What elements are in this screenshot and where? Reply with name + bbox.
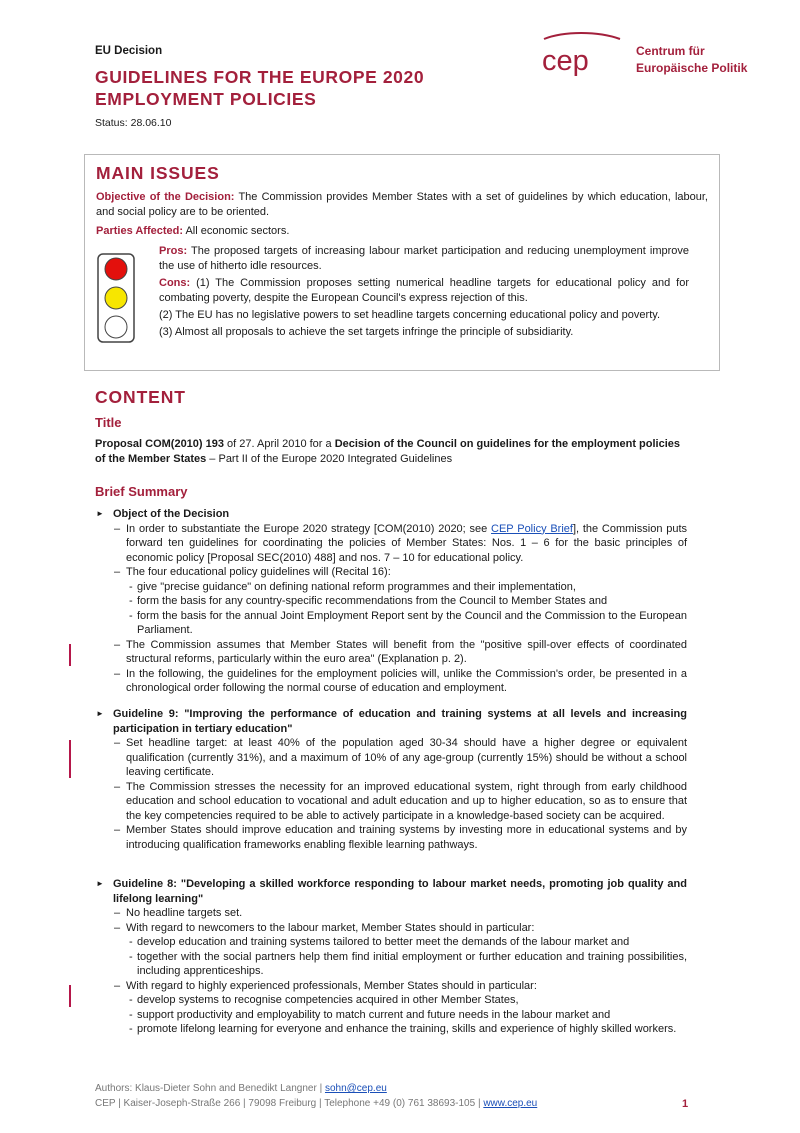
list-item [95, 522, 687, 566]
change-bar [69, 740, 71, 778]
list-item: – The Commission stresses the necessity for an improved educational system, right through from early childhood education and school education to vocational and adult education and up to higher education, so as to ensure that the key competencies required to be able to actively participate in a knowledge-based society can be acquired. [95, 780, 687, 824]
list-item: – Set headline target: at least 40% of the population aged 30-34 should have a higher degree or equivalent qualification (currently 31%), and a maximum of 10% of any age-group (currently 15%) should be without a school leaving certificate. [95, 736, 687, 780]
page-number: 1 [682, 1098, 689, 1110]
document-status: Status: 28.06.10 [95, 117, 172, 129]
cons-paragraph [159, 276, 689, 306]
cep-logo-icon [530, 30, 630, 86]
summary-section-object [95, 507, 687, 696]
author-email-link[interactable]: sohn@cep.eu [324, 1083, 387, 1094]
brief-summary-heading: Brief Summary [95, 484, 188, 499]
title-line-1: GUIDELINES FOR THE EUROPE 2020 [95, 67, 425, 87]
cons-point-2: (2) The EU has no legislative powers to set headline targets concerning educational policy and poverty. [159, 309, 660, 321]
sub-list-item: - promote lifelong learning for everyone and enhance the training, skills and experience of highly skilled workers. [95, 1022, 687, 1037]
logo-word: cep [542, 45, 589, 77]
proposal-name: Decision of the Council on guidelines for the employment policies of the Member States [95, 438, 681, 465]
title-heading: Title [95, 415, 122, 430]
list-item: – Member States should improve education and training systems by investing more in educational systems and by introducing qualification frameworks enabling flexible learning pathways. [95, 823, 687, 852]
pros-text: The proposed targets of increasing labour market participation and reducing unemployment improve the use of hitherto idle resources. [159, 245, 689, 272]
main-issues-heading: MAIN ISSUES [96, 163, 220, 183]
objective-text: The Commission provides Member States with a set of guidelines by which education, labour, and social policy are to be oriented. [96, 191, 708, 218]
list-item: – With regard to newcomers to the labour market, Member States should in particular: [95, 921, 687, 936]
objective-label: Objective of the Decision: [96, 191, 235, 203]
parties-paragraph [96, 224, 708, 239]
section-heading-guideline-9: ► Guideline 9: "Improving the performance of education and training systems at all levels and increasing participation in tertiary education" [95, 707, 687, 736]
list-item: – The four educational policy guidelines will (Recital 16): [95, 565, 687, 580]
logo-text [636, 43, 747, 77]
sub-list-item: - develop education and training systems tailored to better meet the demands of the labour market and [95, 935, 687, 950]
proposal-part: – Part II of the Europe 2020 Integrated Guidelines [206, 453, 453, 465]
section-heading-guideline-8: ► Guideline 8: "Developing a skilled workforce responding to labour market needs, promoting job quality and lifelong learning" [95, 877, 687, 906]
sub-list-item: - support productivity and employability to match current and future needs in the labour market and [95, 1008, 687, 1023]
address-text: CEP | Kaiser-Joseph-Straße 266 | 79098 Freiburg | Telephone +49 (0) 761 38693-105 | [95, 1098, 484, 1109]
list-item: – The Commission assumes that Member States will benefit from the "positive spill-over effects of coordinated structural reforms, particularly within the euro area" (Explanation p. 2). [95, 638, 687, 667]
pros-cons-block [159, 244, 689, 342]
logo-line-1: Centrum für [636, 44, 705, 58]
proposal-date: of 27. April 2010 for a [224, 438, 335, 450]
summary-section-guideline-9 [95, 707, 687, 852]
parties-text: All economic sectors. [183, 225, 290, 237]
cons-point-3: (3) Almost all proposals to achieve the set targets infringe the principle of subsidiarity. [159, 326, 574, 338]
item-text: ], the Commission puts forward ten guidelines for coordinating the policies of Member States: Nos. 1 – 6 for the basic principles of economic policy [Proposal SEC(2010) 488] and nos. 7 – 10 for educational policy. [126, 522, 688, 564]
change-bar [69, 985, 71, 1007]
document-title [95, 66, 424, 110]
proposal-title [95, 437, 687, 467]
footer-authors [95, 1082, 387, 1097]
list-item: – No headline targets set. [95, 906, 687, 921]
sub-list-item: - develop systems to recognise competencies acquired in other Member States, [95, 993, 687, 1008]
change-bar [69, 644, 71, 666]
pros-label: Pros: [159, 245, 188, 257]
content-heading: CONTENT [95, 387, 186, 407]
list-item: – In the following, the guidelines for the employment policies will, unlike the Commission's order, be presented in a chronological order following the normal course of education and employment. [95, 667, 687, 696]
sub-list-item: - form the basis for the annual Joint Employment Report sent by the Council and the Commission to the European Parliament. [95, 609, 687, 638]
proposal-number: Proposal COM(2010) 193 [95, 438, 224, 450]
cons-label: Cons: [159, 277, 191, 289]
title-line-2: EMPLOYMENT POLICIES [95, 89, 317, 109]
authors-text: Authors: Klaus-Dieter Sohn and Benedikt Langner | [95, 1083, 325, 1094]
website-link[interactable]: www.cep.eu [483, 1098, 538, 1109]
document-type: EU Decision [95, 45, 163, 57]
summary-section-guideline-8 [95, 877, 687, 1037]
pros-paragraph [159, 244, 689, 274]
list-item: – With regard to highly experienced professionals, Member States should in particular: [95, 979, 687, 994]
logo-line-2: Europäische Politik [636, 61, 748, 75]
traffic-light-icon [97, 253, 135, 343]
sub-list-item: - give "precise guidance" on defining national reform programmes and their implementation, [95, 580, 687, 595]
parties-label: Parties Affected: [96, 225, 184, 237]
cep-logo [530, 30, 760, 90]
sub-list-item: - form the basis for any country-specific recommendations from the Council to Member States and [95, 594, 687, 609]
footer-address [95, 1097, 537, 1112]
cep-policy-brief-link[interactable]: CEP Policy Brief [491, 522, 573, 535]
cons-text: (1) The Commission proposes setting numerical headline targets for educational policy and for combating poverty, despite the European Council's express rejection of this. [159, 277, 689, 304]
sub-list-item: - together with the social partners help them find initial employment or further education and training possibilities, including apprenticeships. [95, 950, 687, 979]
objective-paragraph [96, 190, 708, 220]
main-issues-box [84, 154, 720, 371]
section-heading-object: ► Object of the Decision [95, 507, 687, 522]
item-text: In order to substantiate the Europe 2020 strategy [COM(2010) 2020; see [126, 522, 492, 535]
